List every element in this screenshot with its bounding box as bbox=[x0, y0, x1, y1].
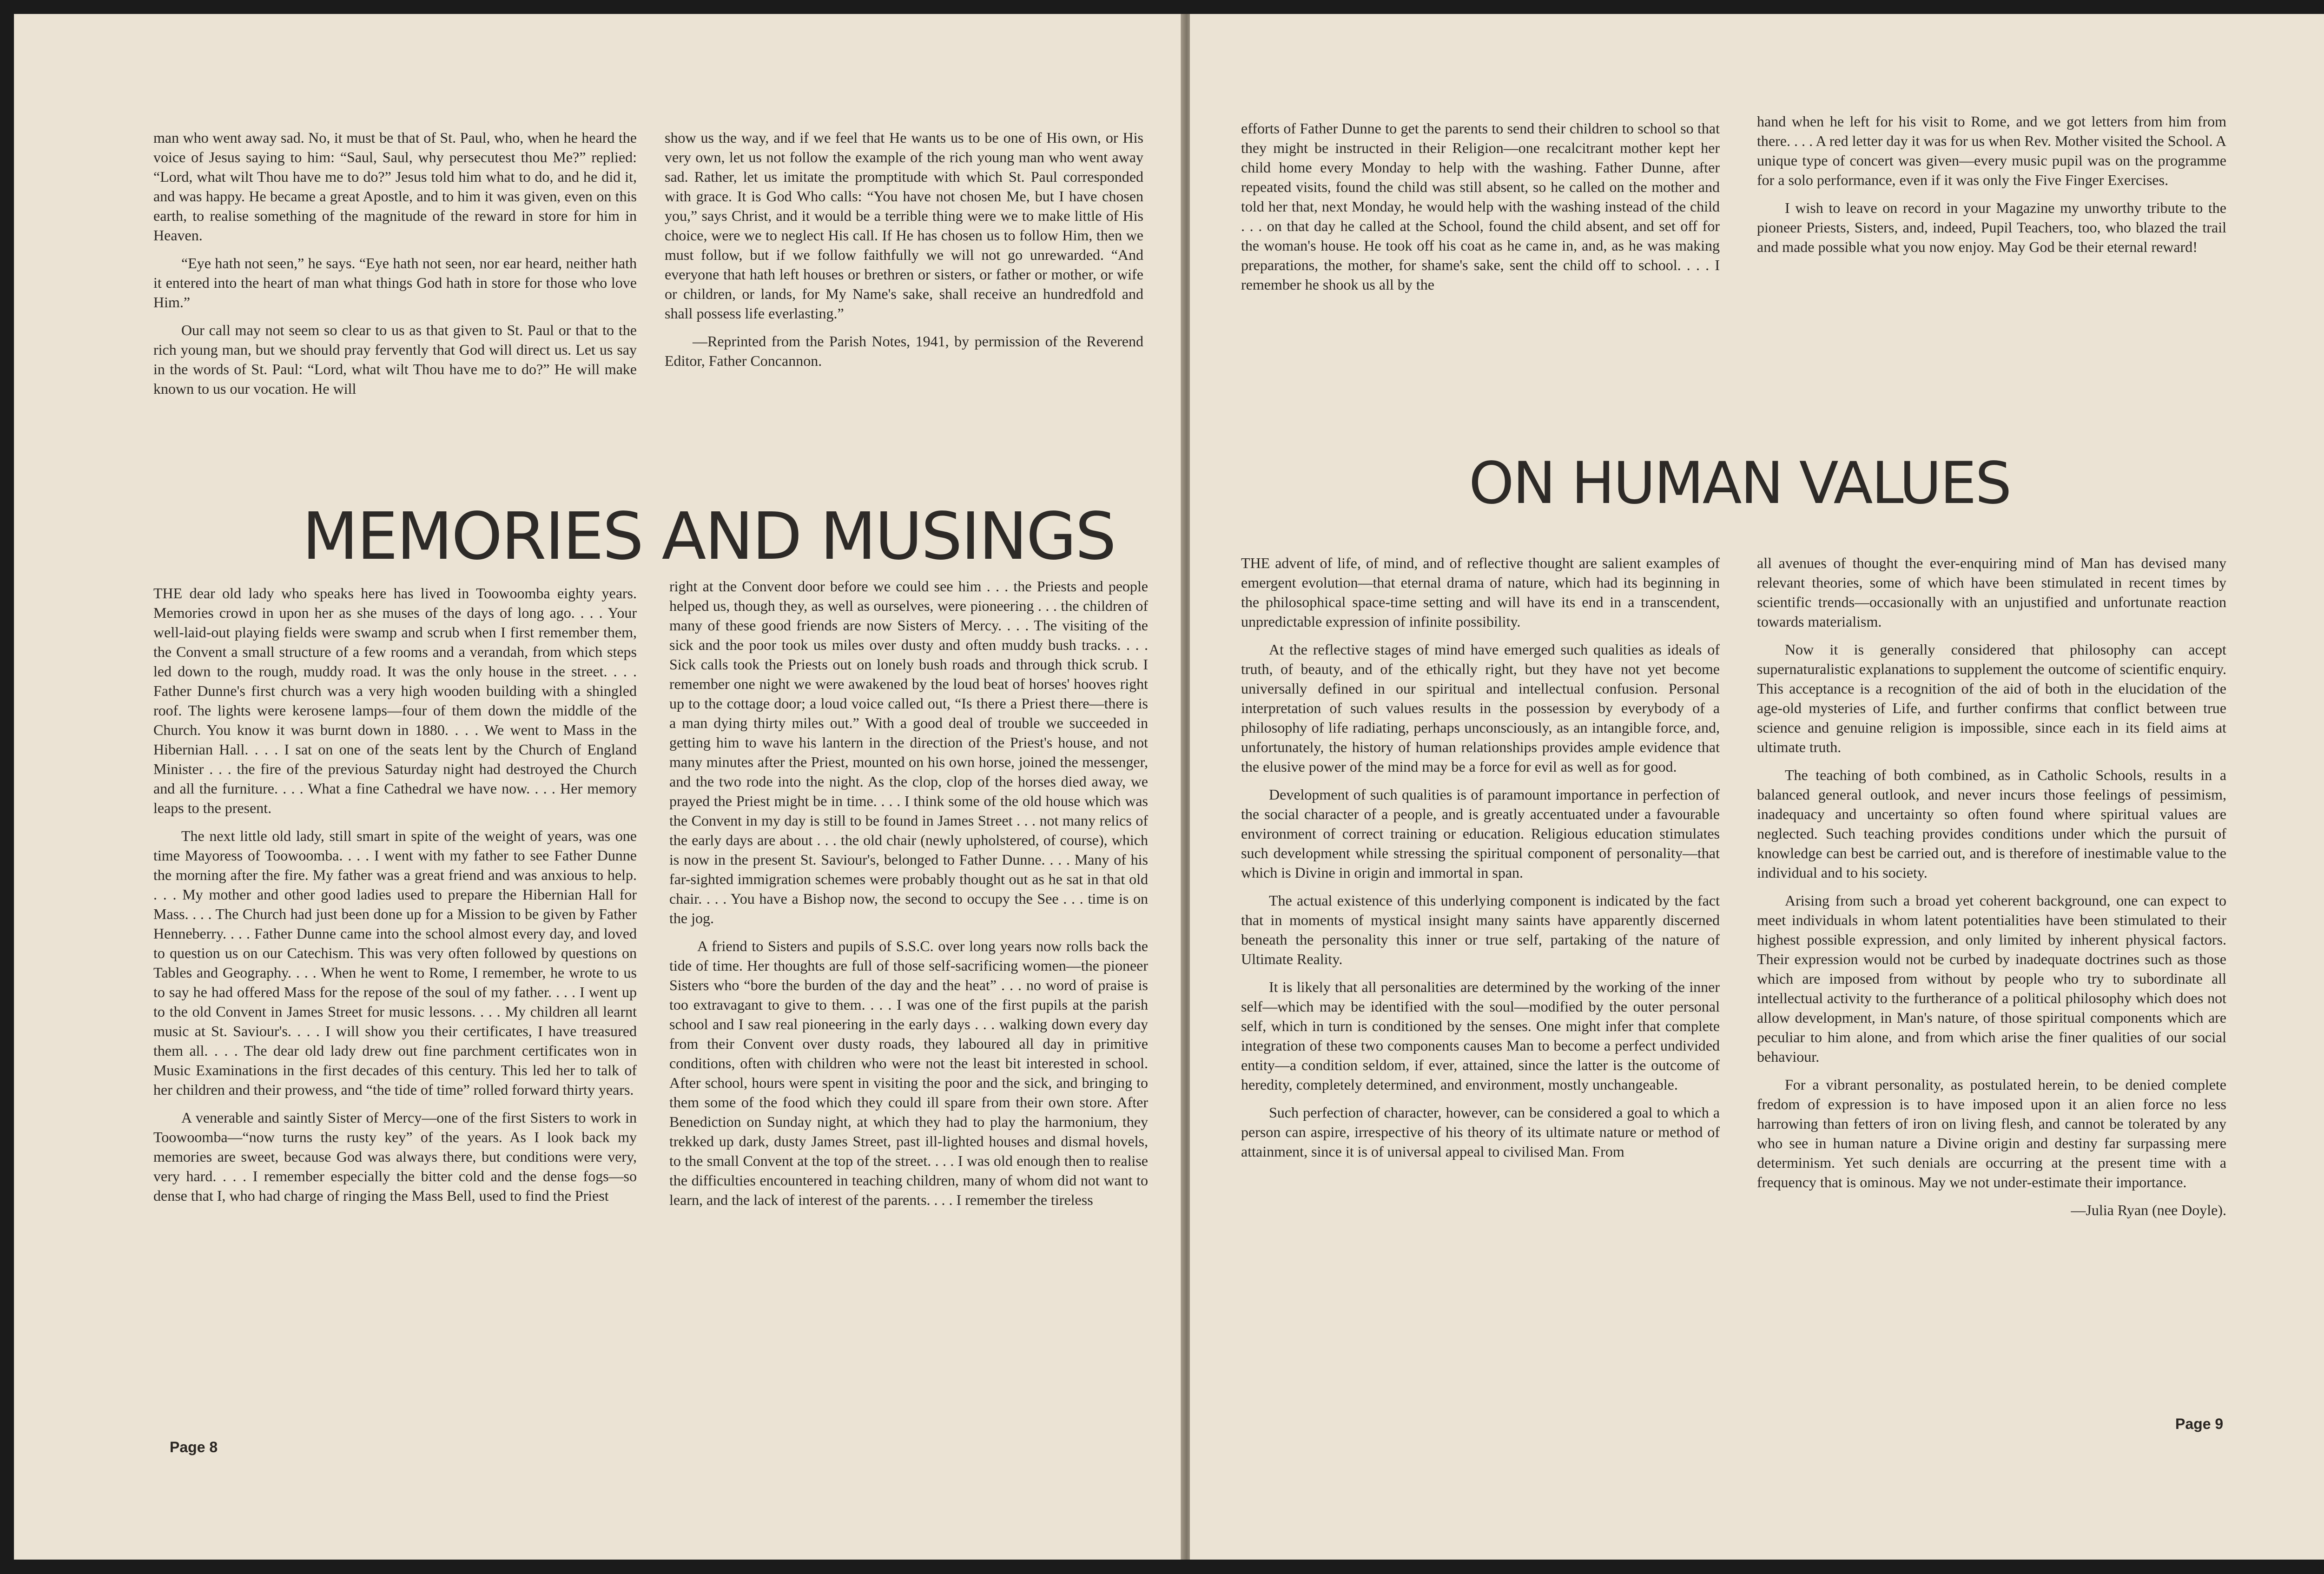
author-signature: —Julia Ryan (nee Doyle). bbox=[2071, 1202, 2226, 1218]
paragraph: The actual existence of this underlying component is indicated by the fact that in moments of mystical insight many saints have apparently discerned beneath the personality this inner or true self, partaking of the nature of Ultimate Reality. bbox=[1241, 892, 1720, 967]
paragraph: Such perfection of character, however, can be considered a goal to which a person can aspire, irrespective of his theory of its ultimate nature or method of attainment, since it is of universal appeal to civilised Man. From bbox=[1241, 1104, 1720, 1160]
page-number: Page 9 bbox=[2175, 1415, 2224, 1432]
article-title-memories-and-musings: MEMORIES AND MUSINGS bbox=[302, 499, 1115, 575]
paragraph: For a vibrant personality, as postulated herein, to be denied complete fredom of expression is to have imposed upon it an alien force no less harrowing than fetters of iron on living flesh, and cannot be tolerated by any who see in human nature a Divine origin and destiny far surpassing mere determinism. Yet such denials are occurring at the present time with a frequency that is ominous. May we not under-estimate their importance. bbox=[1757, 1076, 2226, 1190]
paragraph: THE dear old lady who speaks here has lived in Toowoomba eighty years. Memories crowd in upon her as she muses of the days of long ago. . . . Your well-laid-out playing fields were swamp and scrub when I first remember them, the Convent a small structure of a few rooms and a verandah, from which steps led down to the rough, muddy road. It was the only house in the street. . . . Father Dunne's first church was a very high wooden building with a shingled roof. The lights were kerosene lamps—four of them down the middle of the Church. You know it was burnt down in 1880. . . . We went to Mass in the Hibernian Hall. . . . I sat on one of the seats lent by the Church of England Minister . . . the fire of the previous Saturday night had destroyed the Church and all the furniture. . . . What a fine Cathedral we have now. . . . Her memory leaps to the present. bbox=[153, 585, 637, 816]
article-title-on-human-values: ON HUMAN VALUES bbox=[1469, 450, 2011, 517]
right-top-column-1 bbox=[1241, 119, 1720, 360]
right-column-1 bbox=[1241, 553, 1720, 1427]
paragraph: hand when he left for his visit to Rome, and we got letters from him from there. . . . A red letter day it was for us when Rev. Mother visited the School. A unique type of concert was given—every music pupil was on the programme for a solo performance, even if it was only the Five Finger Exercises. bbox=[1757, 113, 2226, 188]
right-top-column-2 bbox=[1757, 112, 2226, 353]
paragraph: Arising from such a broad yet coherent background, one can expect to meet individuals in whom latent potentialities have been stimulated to their highest possible expression, and only limited by inherent physical factors. Their expression would not be curbed by inadequate doctrines such as those which are imposed from without by people who try to subordinate all intellectual activity to the furtherance of a political philosophy which does not allow development, in Man's nature, of those spiritual components which are peculiar to him alone, and from which arise the finer qualities of our social behaviour. bbox=[1757, 892, 2226, 1065]
left-top-column-2 bbox=[665, 128, 1143, 481]
paragraph: At the reflective stages of mind have emerged such qualities as ideals of truth, of beauty, and of the ethically right, but they have not yet become universally defined in our spiritual and intellectual confusion. Personal interpretation of such values results in the possession by everybody of a philosophy of life radiating, perhaps unconsciously, as an intangible force, and, unfortunately, the history of human relationships provides ample evidence that the elusive power of the mind may be a force for evil as well as for good. bbox=[1241, 641, 1720, 775]
right-column-2 bbox=[1757, 553, 2226, 1427]
paragraph: I wish to leave on record in your Magazine my unworthy tribute to the pioneer Priests, Sisters, and, indeed, Pupil Teachers, too, who blazed the trail and made possible what you now enjoy. May God be their eternal reward! bbox=[1757, 199, 2226, 255]
left-column-2 bbox=[669, 576, 1148, 1425]
paragraph: right at the Convent door before we could see him . . . the Priests and people helped us, though they, as well as ourselves, were pioneering . . . the children of many of these good friends are now Sisters of Mercy. . . . The visiting of the sick and the poor took us miles over dusty and often muddy bush tracks. . . . Sick calls took the Priests out on lonely bush roads and through thick scrub. I remember one night we were awakened by the loud beat of horses' hooves right up to the cottage door; a loud voice called out, “Is there a Priest there—there is a man dying thirty miles out.” With a good deal of trouble we succeeded in getting him to wave his lantern in the direction of the Priest's house, and not many minutes after the Priest, mounted on his own horse, joined the messenger, and the two rode into the night. As the clop, clop of the horses died away, we prayed the Priest might be in time. . . . I think some of the old house which was the Convent in my day is still to be found in James Street . . . not many relics of the early days are about . . . the old chair (newly upholstered, of course), which is now in the present St. Saviour's, belonged to Father Dunne. . . . Many of his far-sighted immigration schemes were probably thought out as he sat in that old chair. . . . You have a Bishop now, the second to occupy the See . . . time is on the jog. bbox=[669, 578, 1148, 926]
paragraph: A friend to Sisters and pupils of S.S.C. over long years now rolls back the tide of time. Her thoughts are full of those self-sacrificing women—the pioneer Sisters who “bore the burden of the day and the heat” . . . no word of praise is too extravagant to give to them. . . . I was one of the first pupils at the parish school and I saw real pioneering in the early days . . . walking down every day from their Convent over dusty roads, they laboured all day in primitive conditions, often with children who were not the least bit interested in school. After school, hours were spent in visiting the poor and the sick, and bringing to them some of the food which they could ill spare from their own store. After Benediction on Sunday night, at which they had to play the harmonium, they trekked up dark, dusty James Street, past ill-lighted houses and dismal hovels, to the small Convent at the top of the street. . . . I was old enough then to realise the difficulties encountered in teaching children, many of whom did not want to learn, and the lack of interest of the parents. . . . I remember the tireless bbox=[669, 938, 1148, 1208]
reprint-credit: —Reprinted from the Parish Notes, 1941, by permission of the Reverend Editor, Father Concannon. bbox=[665, 333, 1143, 369]
page-8 bbox=[14, 14, 1181, 1560]
paragraph: show us the way, and if we feel that He wants us to be one of His own, or His very own, let us not follow the example of the rich young man who went away sad. Rather, let us imitate the promptitude with which St. Paul corresponded with grace. It is God Who calls: “You have not chosen Me, but I have chosen you,” says Christ, and it would be a terrible thing were we to make little of His choice, were we to neglect His call. If He has chosen us to follow Him, then we must follow, but if we follow faithfully we will not go unrewarded. “And everyone that hath left houses or brethren or sisters, or father or mother, or wife or children, or lands, for My Name's sake, shall receive an hundredfold and shall possess life everlasting.” bbox=[665, 129, 1143, 322]
paragraph: man who went away sad. No, it must be that of St. Paul, who, when he heard the voice of Jesus saying to him: “Saul, Saul, why persecutest thou Me?” replied: “Lord, what wilt Thou have me to do?” Jesus told him what to do, and he did it, and was happy. He became a great Apostle, and to him it was given, even on this earth, to realise something of the magnitude of the reward in store for him in Heaven. bbox=[153, 129, 637, 244]
paragraph: The teaching of both combined, as in Catholic Schools, results in a balanced general outlook, and never incurs those feelings of pessimism, inadequacy and uncertainty so often found where spiritual values are neglected. Such teaching provides conditions under which the pursuit of knowledge can best be carried out, and is therefore of inestimable value to the individual and to his society. bbox=[1757, 767, 2226, 881]
page-9 bbox=[1190, 14, 2324, 1560]
paragraph: all avenues of thought the ever-enquiring mind of Man has devised many relevant theories, some of which have been stimulated in recent times by scientific trends—occasionally with an unjustified and unfortunate reaction towards materialism. bbox=[1757, 555, 2226, 630]
paragraph: Now it is generally considered that philosophy can accept supernaturalistic explanations to supplement the outcome of scientific enquiry. This acceptance is a recognition of the aid of both in the elucidation of the age-old mysteries of Life, and further confirms that conflict between true science and genuine religion is impossible, since each in its field aims at ultimate truth. bbox=[1757, 641, 2226, 755]
paragraph: Our call may not seem so clear to us as that given to St. Paul or that to the rich young man, but we should pray fervently that God will direct us. Let us say in the words of St. Paul: “Lord, what wilt Thou have me to do?” He will make known to us our vocation. He will bbox=[153, 322, 637, 397]
page-number: Page 8 bbox=[170, 1439, 218, 1455]
paragraph: “Eye hath not seen,” he says. “Eye hath not seen, nor ear heard, neither hath it entered into the heart of man what things God hath in store for those who love Him.” bbox=[153, 255, 637, 311]
paragraph: It is likely that all personalities are determined by the working of the inner self—which may be identified with the soul—modified by the outer personal self, which in turn is conditioned by the senses. One might infer that complete integration of these two components causes Man to become a perfect undivided entity—a condition seldom, if ever, attained, since the latter is the outcome of heredity, completely determined, and environment, mostly unchangeable. bbox=[1241, 979, 1720, 1093]
paragraph: A venerable and saintly Sister of Mercy—one of the first Sisters to work in Toowoomba—“now turns the rusty key” of the years. As I look back my memories are sweet, because God was always there, but conditions were very, very hard. . . . I remember especially the bitter cold and the dense fogs—so dense that I, who had charge of ringing the Mass Bell, used to find the Priest bbox=[153, 1109, 637, 1204]
paragraph: THE advent of life, of mind, and of reflective thought are salient examples of emergent evolution—that eternal drama of nature, which had its beginning in the philosophical space-time setting and will have its end in a transcendent, unpredictable expression of infinite possibility. bbox=[1241, 555, 1720, 630]
paragraph: The next little old lady, still smart in spite of the weight of years, was one time Mayoress of Toowoomba. . . . I went with my father to see Father Dunne the morning after the fire. My father was a great friend and was anxious to help. . . . My mother and other good ladies used to prepare the Hibernian Hall for Mass. . . . The Church had just been done up for a Mission to be given by Father Henneberry. . . . Father Dunne came into the school almost every day, and loved to question us on our Catechism. This was very often followed by questions on Tables and Geography. . . . When he went to Rome, I remember, he wrote to us to say he had offered Mass for the repose of the soul of my father. . . . I went up to the old Convent in James Street for music lessons. . . . My children all learnt music at St. Saviour's. . . . I will show you their certificates, I have treasured them all. . . . The dear old lady drew out fine parchment certificates won in Music Examinations in the first decades of this century. This led her to talk of her children and their prowess, and “the tide of time” rolled forward thirty years. bbox=[153, 827, 637, 1098]
paragraph: efforts of Father Dunne to get the parents to send their children to school so that they might be instructed in their Religion—one recalcitrant mother kept her child home every Monday to help with the washing. Father Dunne, after repeated visits, found the child was still absent, so he called on the mother and told her that, next Monday, he would help with the washing instead of the child . . . on that day he called at the School, found the child absent, and set off for the woman's house. He took off his coat as he came in, and, as he was making preparations, the mother, for shame's sake, sent the child off to school. . . . I remember he shook us all by the bbox=[1241, 120, 1720, 293]
left-top-column-1 bbox=[153, 128, 637, 481]
left-column-1 bbox=[153, 583, 637, 1425]
paragraph: Development of such qualities is of paramount importance in perfection of the social character of a people, and is greatly accentuated under a favourable environment of correct training or education. Religious education stimulates such development while stressing the spiritual component of personality—that which is Divine in origin and immortal in span. bbox=[1241, 786, 1720, 881]
